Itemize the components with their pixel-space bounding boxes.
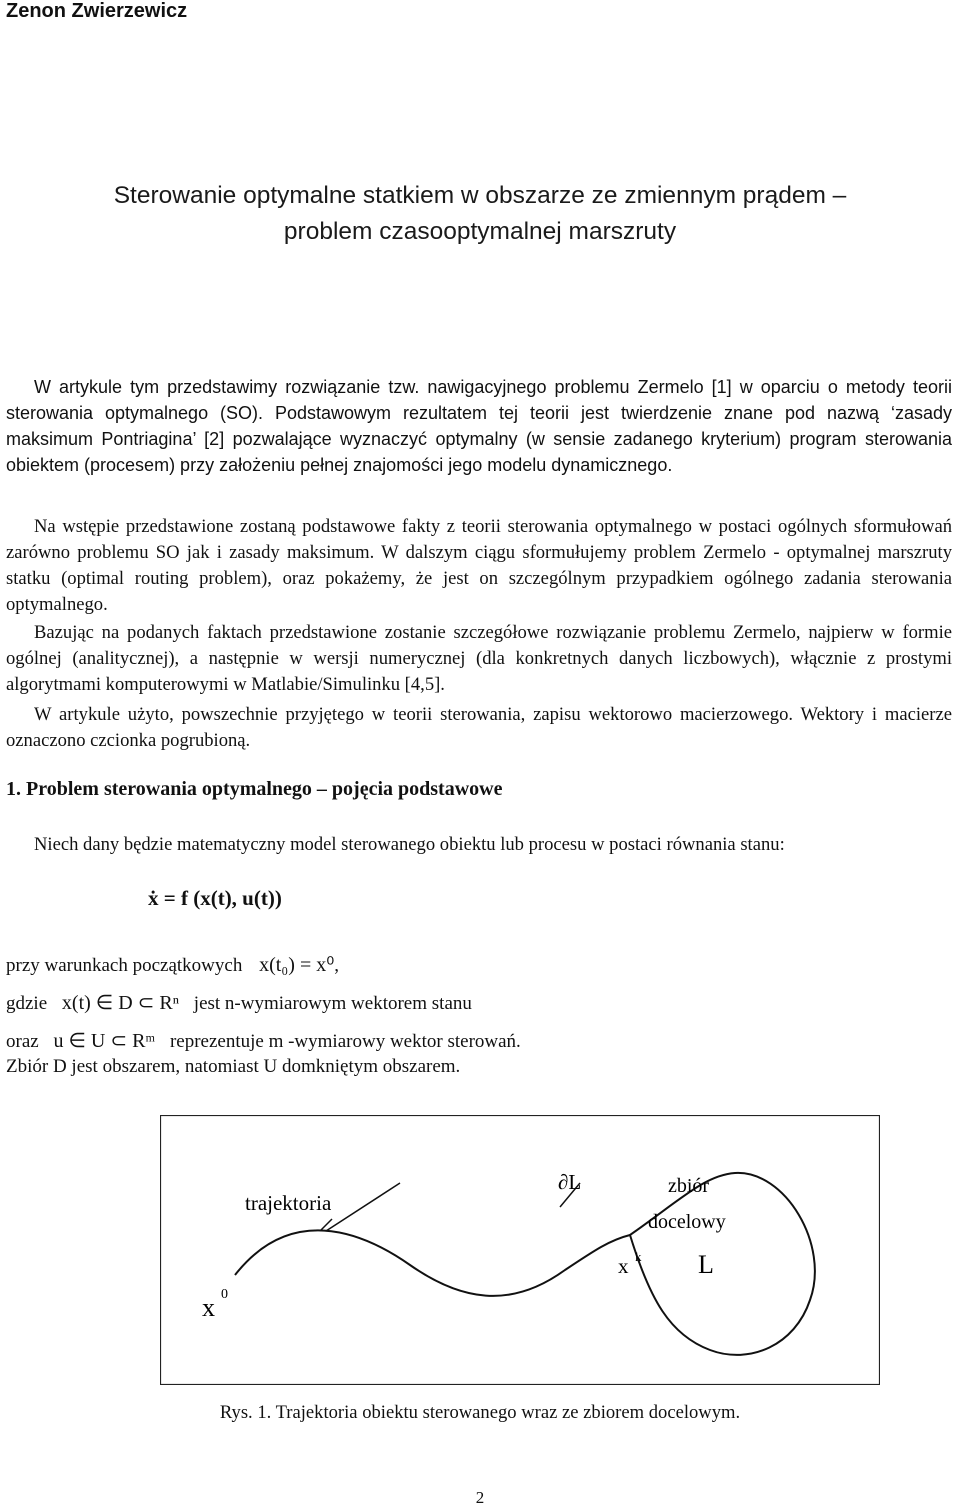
abstract-paragraph-2: Na wstępie przedstawione zostaną podstawowe fakty z teorii sterowania optymalnego w postaci ogólnych sformułowań zarówno problemu SO jak i zasady maksimum. W dalszym ciągu sformułujemy problem Zermelo - optymalnej marszruty statku (optimal routing problem), oraz pokażemy, że jest on szczególnym przypadkiem ogólnego zadania sterowania optymalnego. [6, 516, 952, 615]
state-vector-line [6, 990, 472, 1015]
author-name: Zenon Zwierzewicz [6, 0, 188, 22]
trajectory-pointer [326, 1183, 400, 1231]
trajectory-figure [160, 1115, 880, 1385]
initial-state-label: x [202, 1293, 215, 1322]
state-vector-prefix: gdzie [6, 993, 48, 1014]
target-set-label-line-2: docelowy [648, 1211, 726, 1233]
section-heading: 1. Problem sterowania optymalnego – pojęcia podstawowe [6, 778, 503, 800]
trajectory-pointer-head [320, 1219, 332, 1231]
initial-condition-line [6, 952, 339, 977]
figure-frame [161, 1116, 880, 1385]
final-state-superscript: k [635, 1249, 642, 1264]
initial-condition-equation: x(t₀) = x⁰ [259, 954, 335, 976]
state-equation: ẋ = f (x(t), u(t)) [148, 886, 282, 910]
control-vector-description: reprezentuje m -wymiarowy wektor sterowań. [169, 1031, 521, 1052]
initial-condition-suffix: , [334, 955, 339, 976]
initial-state-superscript: 0 [221, 1287, 228, 1302]
abstract-paragraph-4: W artykule użyto, powszechnie przyjętego w teorii sterowania, zapisu wektorowo macierzowego. Wektory i macierze oznaczono czcionka pogrubioną. [6, 704, 952, 751]
state-vector-equation: x(t) ∈ D ⊂ Rⁿ [61, 992, 180, 1014]
target-set-label-line-1: zbiór [668, 1175, 710, 1197]
initial-condition-prefix: przy warunkach początkowych [6, 955, 243, 976]
target-set-boundary [630, 1173, 815, 1355]
abstract-paragraph-3: Bazując na podanych faktach przedstawione zostanie szczegółowe rozwiązanie problemu Zermelo, najpierw w formie ogólnej (analitycznej), a następnie w wersji numerycznej (dla konkretnych danych liczbowych), włącznie z prostymi algorytmami komputerowymi w Matlabie/Simulinku [4,5]. [6, 622, 952, 695]
boundary-label: ∂L [558, 1170, 582, 1194]
state-vector-description: jest n-wymiarowym wektorem stanu [193, 993, 472, 1014]
paper-title-line-1: Sterowanie optymalne statkiem w obszarze ze zmiennym prądem – [113, 182, 847, 209]
trajectory-curve [235, 1230, 630, 1295]
paper-title-line-2: problem czasooptymalnej marszruty [283, 218, 677, 245]
model-intro: Niech dany będzie matematyczny model sterowanego obiektu lub procesu w postaci równania stanu: [34, 834, 785, 855]
control-vector-equation: u ∈ U ⊂ Rᵐ [53, 1030, 156, 1052]
abstract-paragraph-1: W artykule tym przedstawimy rozwiązanie tzw. nawigacyjnego problemu Zermelo [1] w oparciu o metody teorii sterowania optymalnego (SO). Podstawowym rezultatem tej teorii jest twierdzenie znane pod nazwą ‘zasady maksimum Pontriagina’ [2] pozwalające wyznaczyć optymalny (w sensie zadanego kryterium) program sterowania obiektem (procesem) przy założeniu pełnej znajomości jego modelu dynamicznego. [6, 377, 952, 475]
trajectory-label: trajektoria [245, 1191, 332, 1215]
control-vector-line [6, 1028, 521, 1053]
target-set-symbol: L [698, 1250, 714, 1279]
sets-description: Zbiór D jest obszarem, natomiast U domkniętym obszarem. [6, 1056, 461, 1077]
control-vector-prefix: oraz [6, 1031, 39, 1052]
final-state-label: x [618, 1254, 629, 1278]
figure-caption: Rys. 1. Trajektoria obiektu sterowanego wraz ze zbiorem docelowym. [219, 1402, 741, 1423]
page-number: 2 [475, 1488, 485, 1507]
